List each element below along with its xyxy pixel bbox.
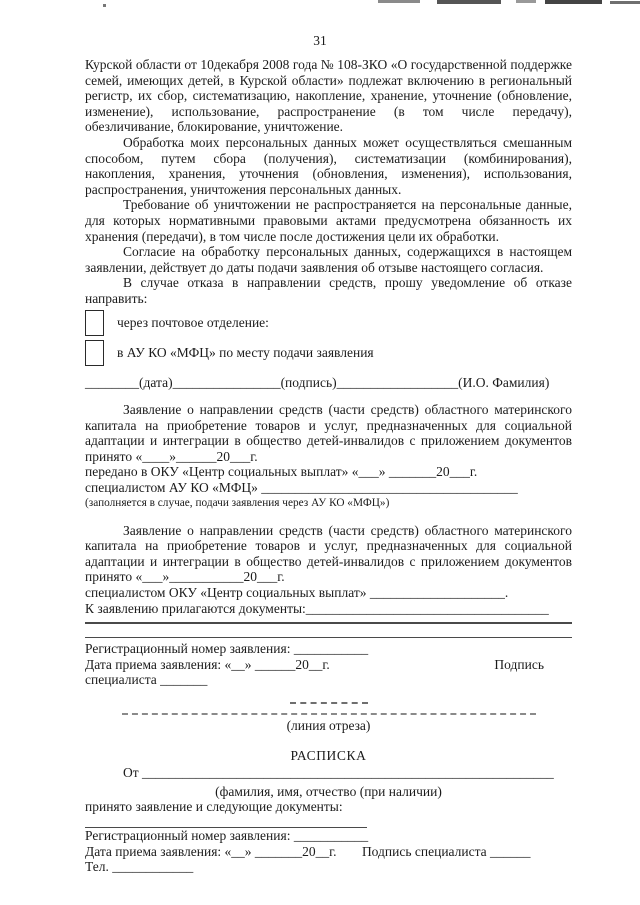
scan-artifact bbox=[437, 0, 501, 4]
receipt-reg-number-line: Регистрационный номер заявления: ___________ bbox=[85, 827, 369, 843]
mfc-acceptance-paragraph: Заявление о направлении средств (части средств) областного материнского капитала на приобретение товаров и услуг, предназначенных для социальной адаптации и интеграции в общество детей-инвалидов с приложением документов принято «____»______20___г. bbox=[85, 402, 572, 464]
signature-row bbox=[85, 375, 572, 391]
paragraph-processing-method: Обработка моих персональных данных может осуществляться смешанным способом, путем сбора (получения), систематизации (комбинирования), накопления, хранения, уточнения (обновления, изменения), использования, распространения, уничтожения персональных данных. bbox=[85, 134, 572, 197]
post-office-label: через почтовое отделение: bbox=[117, 315, 269, 331]
document-content bbox=[85, 57, 572, 875]
paragraph-refusal-notice: В случае отказа в направлении средств, прошу уведомление об отказе направить: bbox=[85, 275, 572, 306]
mfc-note: (заполняется в случае, подачи заявления через АУ КО «МФЦ») bbox=[85, 496, 390, 509]
paragraph-law-reference: Курской области от 10декабря 2008 года № 108-ЗКО «О государственной поддержке семей, имеющих детей, в Курской области» подлежат включению в региональный регистр, их сбор, систематизацию, накопление, хранение, уточнение (обновление, изменение), использование, распространение (в том числе передачу), обезличивание, блокирование, уничтожение. bbox=[85, 57, 572, 135]
name-blank: __________________(И.О. Фамилия) bbox=[336, 374, 550, 390]
documents-attached-line: К заявлению прилагаются документы:____________________________________ bbox=[85, 600, 549, 616]
receipt-date-line: Дата приема заявления: «__» _______20__г. bbox=[85, 843, 337, 859]
acceptance-date-line: Дата приема заявления: «__» ______20__г. bbox=[85, 656, 330, 672]
horizontal-rule bbox=[85, 622, 572, 624]
acceptance-date-row bbox=[85, 657, 572, 673]
page-number: 31 bbox=[313, 33, 327, 48]
paragraph-destruction-requirement: Требование об уничтожении не распространяется на персональные данные, для которых нормативными правовыми актами предусмотрена обязанность их хранения (передачи), в том числе после достижения цели их обработки. bbox=[85, 197, 572, 244]
registration-number-line: Регистрационный номер заявления: ___________ bbox=[85, 641, 369, 657]
paragraph-consent-validity: Согласие на обработку персональных данных, содержащихся в настоящем заявлении, действует до даты подачи заявления об отзыве настоящего согласия. bbox=[85, 244, 572, 275]
mfc-specialist-line: специалистом АУ КО «МФЦ» ______________________________________ bbox=[85, 480, 518, 496]
receipt-title: РАСПИСКА bbox=[290, 747, 367, 763]
signature-blank: ________________(подпись) bbox=[172, 374, 337, 390]
receipt-sign-specialist: Подпись специалиста ______ bbox=[361, 843, 531, 859]
cut-line-short bbox=[290, 702, 368, 704]
mfc-label: в АУ КО «МФЦ» по месту подачи заявления bbox=[117, 345, 374, 361]
scan-artifact bbox=[378, 0, 420, 3]
mfc-checkbox[interactable] bbox=[85, 340, 104, 366]
specialist-line: специалиста _______ bbox=[85, 672, 208, 688]
cut-line-long bbox=[122, 713, 536, 715]
mfc-transfer-line: передано в ОКУ «Центр социальных выплат» «___» _______20___г. bbox=[85, 464, 478, 480]
option-post-office-row bbox=[85, 310, 572, 337]
receipt-date-row bbox=[85, 844, 572, 860]
signature-caption: Подпись bbox=[494, 656, 544, 672]
oku-specialist-line: специалистом ОКУ «Центр социальных выплат» ____________________. bbox=[85, 585, 509, 601]
post-office-checkbox[interactable] bbox=[85, 310, 104, 336]
receipt-name-caption: (фамилия, имя, отчество (при наличии) bbox=[215, 783, 442, 799]
oku-acceptance-paragraph: Заявление о направлении средств (части средств) областного материнского капитала на приобретение товаров и услуг, предназначенных для социальной адаптации и интеграции в общество детей-инвалидов с приложением документов принято «___»___________20___г. bbox=[85, 522, 572, 585]
receipt-from-line: От _____________________________________________________________ bbox=[123, 765, 554, 781]
scan-artifact bbox=[545, 0, 602, 4]
receipt-accepted-line: принято заявление и следующие документы: bbox=[85, 799, 343, 815]
scan-artifact bbox=[103, 4, 106, 7]
cut-line-caption: (линия отреза) bbox=[286, 718, 371, 733]
receipt-phone-line: Тел. ____________ bbox=[85, 859, 194, 875]
horizontal-rule bbox=[85, 637, 572, 638]
scan-artifact bbox=[516, 0, 536, 3]
scan-artifact bbox=[610, 1, 640, 4]
option-mfc-row bbox=[85, 340, 572, 367]
date-blank: ________(дата) bbox=[85, 374, 173, 390]
